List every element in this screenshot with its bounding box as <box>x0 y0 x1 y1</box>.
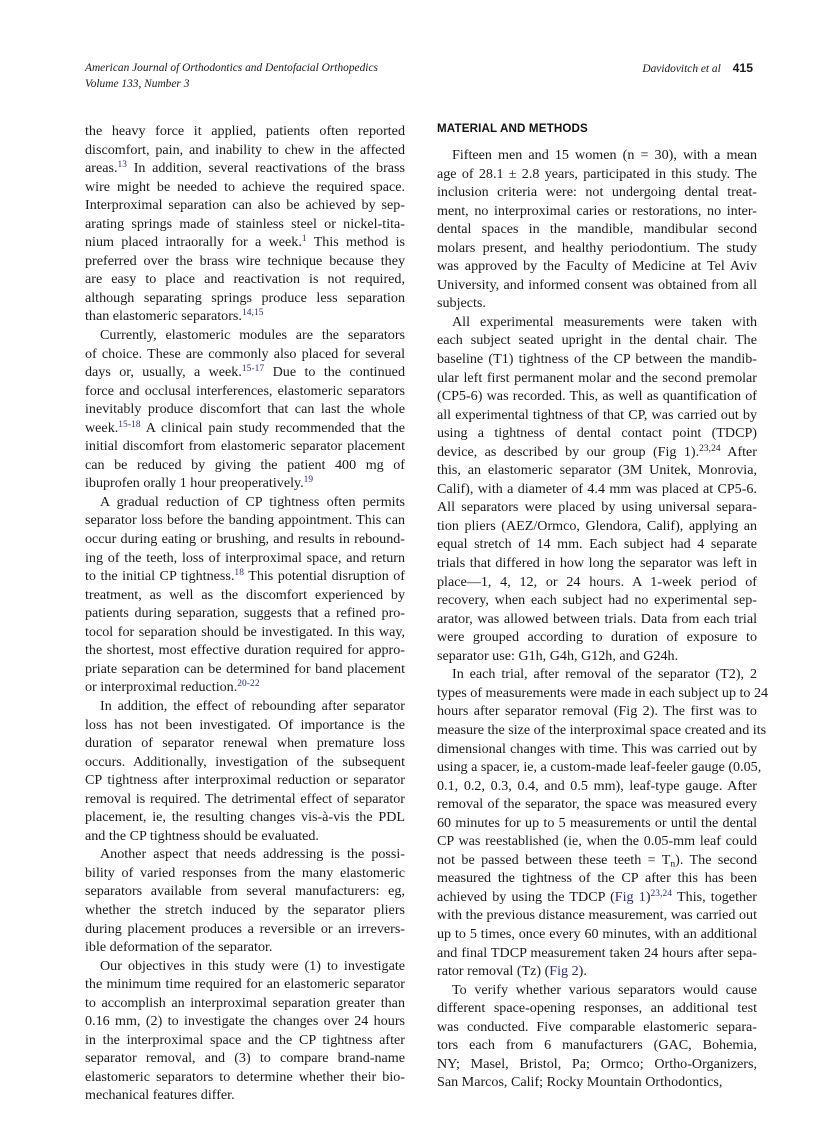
text-line: arating springs made of stainless steel or nickel-tita- <box>85 215 405 232</box>
text-line: recovery, when each subject had no experimental sep- <box>437 592 757 609</box>
text-line: ible deformation of the separator. <box>85 939 273 956</box>
citation-link[interactable]: 18 <box>234 568 244 579</box>
text-line: dental spaces in the mandible, mandibular second <box>437 221 757 238</box>
text-line: All separators were placed by using universal separa- <box>437 499 757 516</box>
text-line: tors each from 6 manufacturers (GAC, Bohemia, <box>437 1037 757 1054</box>
text-line: dimensional changes with time. This was carried out by <box>437 740 757 757</box>
text-line: placement, ie, the resulting changes vis-à-vis the PDL <box>85 809 405 826</box>
text-line: ular left first permanent molar and the second premolar <box>437 369 757 386</box>
running-head <box>85 60 753 94</box>
figure-link[interactable]: Fig 2 <box>549 963 579 980</box>
text-line: different space-opening responses, an additional test <box>437 1000 757 1017</box>
running-head-authors-page <box>642 60 753 77</box>
text-line: not be passed between these teeth = $T_n$). The second <box>437 851 758 870</box>
figure-reference: Fig 2 <box>618 703 650 720</box>
text-line: tocol for separation should be investigated. In this way, <box>85 623 405 640</box>
text-line: with the previous distance measurement, was carried out <box>437 907 757 924</box>
column-left <box>85 122 405 1105</box>
text-line: rator removal (Tz) (Fig 2). <box>437 963 587 980</box>
column-right <box>437 122 769 1092</box>
text-line: age of 28.1 ± 2.8 years, participated in this study. The <box>437 165 757 182</box>
citation-link[interactable]: 1 <box>301 234 307 245</box>
text-line: occurs. Additionally, investigation of the subsequent <box>85 753 405 770</box>
text-line: Currently, elastomeric modules are the separators <box>100 327 405 344</box>
text-line: although separating springs produce less separation <box>85 289 405 306</box>
text-line: All experimental measurements were taken with <box>452 313 757 330</box>
text-line: priate separation can be determined for band placement <box>85 660 405 677</box>
text-line: duration of separator renewal when premature loss <box>85 735 405 752</box>
text-line: was approved by the Faculty of Medicine at Tel Aviv <box>437 258 757 275</box>
para-gradual-reduction <box>85 493 405 697</box>
text-line: inevitably produce discomfort that can last the whole <box>85 401 405 418</box>
text-line: In each trial, after removal of the separator (T2), 2 <box>452 666 757 683</box>
text-line: CP was reestablished (ie, when the 0.05-mm leaf could <box>437 833 757 850</box>
text-line: CP tightness after interproximal reduction or separator <box>85 772 405 789</box>
text-line: Our objectives in this study were (1) to investigate <box>100 957 405 974</box>
text-line: In addition, the effect of rebounding after separator <box>100 697 405 714</box>
text-line: using a spacer, ie, a custom-made leaf-feeler gauge (0.05, <box>437 759 762 776</box>
text-line: areas.$^{13}$ In addition, several reactivations of the brass <box>85 160 405 177</box>
text-line: place—1, 4, 12, or 24 hours. A 1-week period of <box>437 573 757 590</box>
running-head-journal <box>85 60 378 92</box>
text-line: subjects. <box>437 295 486 312</box>
text-line: ing of the teeth, loss of interproximal space, and return <box>85 549 405 566</box>
citation-link[interactable]: 13 <box>117 160 128 171</box>
text-line: (CP5-6) was recorded. This, as well as quantification of <box>437 388 757 405</box>
text-line: days or, usually, a week.$^{15-17}$ Due to the continued <box>85 364 405 381</box>
text-line: whether the stretch induced by the separator pliers <box>85 901 405 918</box>
text-line: this, an elastomeric separator (3M Unitek, Monrovia, <box>437 462 757 479</box>
text-line: tion pliers (AEZ/Ormco, Glendora, Calif), applying an <box>437 517 757 534</box>
text-line: and final TDCP measurement taken 24 hours after sepa- <box>437 944 757 961</box>
column-right-body <box>437 146 769 1092</box>
journal-volume-issue: Volume 133, Number 3 <box>85 78 190 90</box>
text-line: to the initial CP tightness.$^{18}$ This potential disruption of <box>85 568 405 585</box>
text-line: 0.16 mm, (2) to investigate the changes over 24 hours <box>85 1013 405 1030</box>
text-line: was conducted. Five comparable elastomeric separa- <box>437 1018 757 1035</box>
citation-link[interactable]: 23,24 <box>650 889 673 899</box>
text-line: achieved by using the TDCP (Fig 1)$^{23,24}$ This, together <box>437 888 757 905</box>
para-brass-wire <box>85 122 405 326</box>
text-line: are easy to place and reactivation is not required, <box>85 271 405 288</box>
text-line: types of measurements were made in each subject up to 24 <box>437 684 769 701</box>
para-rebounding-effect <box>85 697 405 845</box>
text-line: University, and informed consent was obtained from all <box>437 276 757 293</box>
text-line: trials that differed in how long the separator was left in <box>437 555 757 572</box>
text-line: than elastomeric separators.$^{14,15}$ <box>85 308 264 325</box>
journal-name: American Journal of Orthodontics and Dentofacial Orthopedics <box>85 62 378 74</box>
text-line: A gradual reduction of CP tightness often permits <box>100 493 405 510</box>
citation-link[interactable]: 20-22 <box>237 679 260 690</box>
para-subjects <box>437 146 757 313</box>
section-heading-material-and-methods: MATERIAL AND METHODS <box>437 122 588 135</box>
text-line: each subject seated upright in the dental chair. The <box>437 332 757 349</box>
citation-link[interactable]: 14,15 <box>241 308 264 319</box>
text-line: all experimental tightness of that CP, was carried out by <box>437 406 757 423</box>
text-line: preferred over the brass wire technique because they <box>85 252 405 269</box>
text-line: or interproximal reduction.$^{20-22}$ <box>85 679 260 696</box>
para-varied-responses <box>85 845 405 956</box>
text-line: occur during eating or brushing, and results in rebound- <box>85 531 405 548</box>
para-elastomeric-modules <box>85 326 405 493</box>
text-line: ment, no interproximal caries or restorations, no inter- <box>437 202 757 219</box>
citation-reference: 23,24 <box>699 443 721 454</box>
text-line: of choice. These are commonly also placed for several <box>85 345 405 362</box>
text-line: 0.1, 0.2, 0.3, 0.4, and 0.5 mm), leaf-type gauge. After <box>437 777 757 794</box>
text-line: bility of varied responses from the many elastomeric <box>85 864 405 881</box>
text-line: were grouped according to duration of exposure to <box>437 629 757 646</box>
text-line: the minimum time required for an elastomeric separator <box>85 976 405 993</box>
citation-link[interactable]: 15-18 <box>118 419 141 430</box>
text-line: initial discomfort from elastomeric separator placement <box>85 438 405 455</box>
running-head-authors: Davidovitch et al <box>642 63 721 75</box>
text-line: arator, was allowed between trials. Data from each trial <box>437 610 757 627</box>
subscript: n <box>670 858 676 870</box>
text-line: separator use: G1h, G4h, G12h, and G24h. <box>437 647 679 664</box>
text-line: baseline (T1) tightness of the CP between the mandib- <box>437 351 757 368</box>
text-line: week.$^{15-18}$ A clinical pain study recommended that the <box>85 419 405 436</box>
text-line: patients during separation, suggests that a refined pro- <box>85 605 405 622</box>
text-line: in the interproximal space and the CP tightness after <box>85 1031 405 1048</box>
citation-link[interactable]: 19 <box>303 475 314 486</box>
text-line: molars present, and healthy periodontium. The study <box>437 239 757 256</box>
citation-link[interactable]: 15-17 <box>241 364 265 375</box>
text-line: loss has not been investigated. Of importance is the <box>85 716 405 733</box>
text-line: during placement produces a reversible or an irrevers- <box>85 920 405 937</box>
text-line: measure the size of the interproximal space created and its <box>437 721 767 738</box>
text-line: measured the tightness of the CP after this has been <box>437 870 757 887</box>
text-line: separator removal, and (3) to compare brand-name <box>85 1050 405 1067</box>
text-line: wire might be needed to achieve the required space. <box>85 178 405 195</box>
para-additional-test <box>437 981 757 1092</box>
text-line: to accomplish an interproximal separation greater than <box>85 994 405 1011</box>
text-line: the heavy force it applied, patients often reported <box>85 123 405 139</box>
text-line: equal stretch of 14 mm. Each subject had 4 separate <box>437 536 757 553</box>
text-line: force and occlusal interferences, elastomeric separators <box>85 382 405 399</box>
text-line: Interproximal separation can also be achieved by sep- <box>85 197 405 214</box>
para-objectives <box>85 957 405 1105</box>
figure-reference: Fig 1 <box>657 443 691 460</box>
text-line: To verify whether various separators would cause <box>452 981 757 998</box>
text-line: up to 5 times, once every 60 minutes, with an additional <box>437 925 757 942</box>
text-line: removal is required. The detrimental effect of separator <box>85 790 405 807</box>
text-line: treatment, as well as the discomfort experienced by <box>85 586 405 603</box>
text-line: mechanical features differ. <box>85 1087 235 1104</box>
text-line: Calif), with a diameter of 4.4 mm was placed at CP5-6. <box>437 480 757 497</box>
text-line: San Marcos, Calif; Rocky Mountain Orthodontics, <box>437 1074 723 1091</box>
text-line: separators available from several manufacturers: eg, <box>85 883 405 900</box>
figure-link[interactable]: Fig 1 <box>614 888 646 905</box>
text-line: separator loss before the banding appointment. This can <box>85 512 405 529</box>
text-line: 60 minutes for up to 5 measurements or until the dental <box>437 814 757 831</box>
text-line: can be reduced by giving the patient 400 mg of <box>85 456 405 473</box>
para-measurements <box>437 313 757 665</box>
text-line: using a tightness of dental contact point (TDCP) <box>437 425 757 442</box>
text-line: removal of the separator, the space was measured every <box>437 796 757 813</box>
text-line: NY; Masel, Bristol, Pa; Ormco; Ortho-Organizers, <box>437 1055 757 1072</box>
text-line: Fifteen men and 15 women (n = 30), with a mean <box>452 147 757 163</box>
para-trial-measurements <box>437 665 769 980</box>
text-line: hours after separator removal (Fig 2). The first was to <box>437 703 757 720</box>
text-line: the shortest, most effective duration required for appro- <box>85 642 405 659</box>
text-line: Another aspect that needs addressing is the possi- <box>100 846 405 863</box>
text-line: ibuprofen orally 1 hour preoperatively.$^{19}$ <box>85 475 314 492</box>
text-line: nium placed intraorally for a week.$^1$ This method is <box>85 234 406 251</box>
text-line: elastomeric separators to determine whether their bio- <box>85 1068 405 1085</box>
page-number: 415 <box>732 61 753 75</box>
text-line: and the CP tightness should be evaluated. <box>85 827 319 844</box>
text-line: inclusion criteria were: not undergoing dental treat- <box>437 184 757 201</box>
text-line: discomfort, pain, and inability to chew in the affected <box>85 141 405 158</box>
text-line: device, as described by our group (Fig 1).$^{23,24}$ After <box>437 443 758 460</box>
